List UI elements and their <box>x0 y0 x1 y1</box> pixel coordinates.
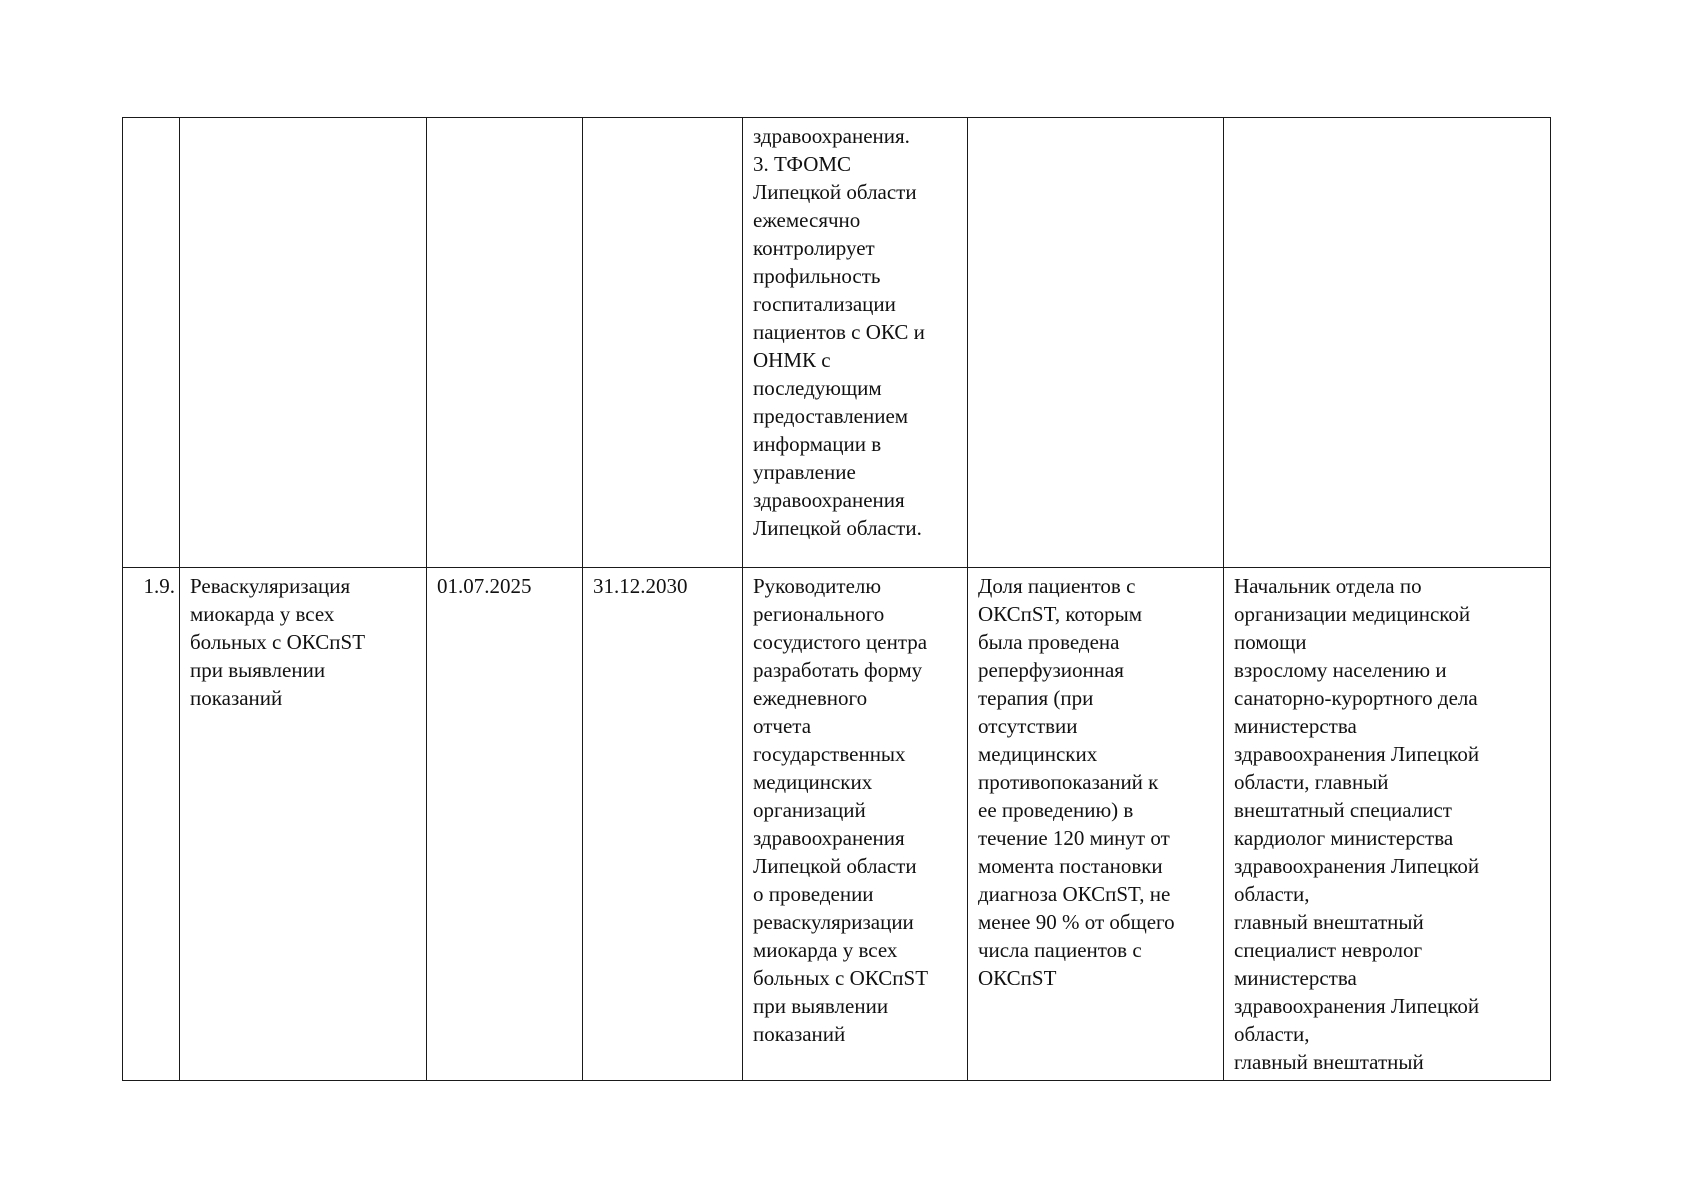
cell-actions: здравоохранения. 3. ТФОМС Липецкой области ежемесячно контролирует профильность госпитализации пациентов с ОКС и ОНМК с последующим предоставлением информации в управление здравоохранения Липецкой области. <box>743 118 968 568</box>
cell-end-date: 31.12.2030 <box>583 568 743 1081</box>
cell-number: 1.9. <box>123 568 180 1081</box>
table-row-1-9 <box>123 568 1551 1081</box>
cell-indicator <box>968 118 1224 568</box>
cell-start-date <box>427 118 583 568</box>
cell-actions: Руководителю регионального сосудистого центра разработать форму ежедневного отчета государственных медицинских организаций здравоохранения Липецкой области о проведении реваскуляризации миокарда у всех больных с ОКСпST при выявлении показаний <box>743 568 968 1081</box>
cell-measure: Реваскуляризация миокарда у всех больных с ОКСпST при выявлении показаний <box>180 568 427 1081</box>
table-row-continuation <box>123 118 1551 568</box>
cell-responsible: Начальник отдела по организации медицинской помощи взрослому населению и санаторно-курортного дела министерства здравоохранения Липецкой области, главный внештатный специалист кардиолог министерства здравоохранения Липецкой области, главный внештатный специалист невролог министерства здравоохранения Липецкой области, главный внештатный <box>1224 568 1551 1081</box>
cell-number <box>123 118 180 568</box>
cell-end-date <box>583 118 743 568</box>
cell-start-date: 01.07.2025 <box>427 568 583 1081</box>
plan-table <box>122 117 1551 1081</box>
cell-measure <box>180 118 427 568</box>
cell-responsible <box>1224 118 1551 568</box>
cell-indicator: Доля пациентов с ОКСпST, которым была проведена реперфузионная терапия (при отсутствии медицинских противопоказаний к ее проведению) в течение 120 минут от момента постановки диагноза ОКСпST, не менее 90 % от общего числа пациентов с ОКСпST <box>968 568 1224 1081</box>
